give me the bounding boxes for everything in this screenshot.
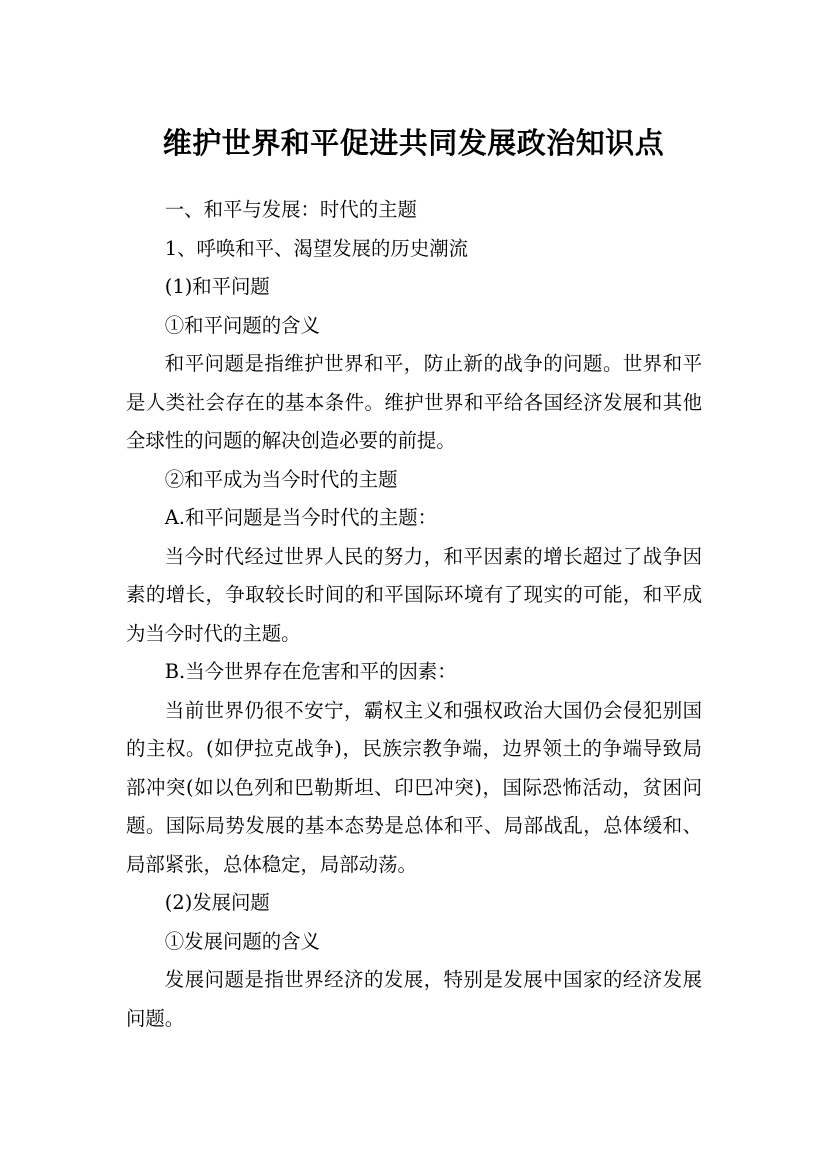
point-heading: ①发展问题的含义 <box>164 929 320 953</box>
document-body <box>126 191 702 1038</box>
section-heading: 一、和平与发展：时代的主题 <box>164 198 417 221</box>
item-heading: (2)发展问题 <box>164 891 270 914</box>
item-heading: (1)和平问题 <box>164 275 270 298</box>
subsection-heading: 1、呼唤和平、渴望发展的历史潮流 <box>164 236 468 260</box>
body-paragraph: 和平问题是指维护世界和平，防止新的战争的问题。世界和平是人类社会存在的基本条件。维护世界和平给各国经济发展和其他全球性的问题的解决创造必要的前提。 <box>126 352 702 452</box>
sub-point-heading: A.和平问题是当今时代的主题： <box>164 506 438 529</box>
body-paragraph: 当今时代经过世界人民的努力，和平因素的增长超过了战争因素的增长，争取较长时间的和平国际环境有了现实的可能，和平成为当今时代的主题。 <box>126 544 702 645</box>
point-heading: ②和平成为当今时代的主题 <box>164 467 398 491</box>
point-heading: ①和平问题的含义 <box>164 313 320 337</box>
sub-point-heading: B.当今世界存在危害和平的因素： <box>164 660 457 683</box>
body-paragraph: 当前世界仍很不安宁，霸权主义和强权政治大国仍会侵犯别国的主权。(如伊拉克战争)，民族宗教争端，边界领土的争端导致局部冲突(如以色列和巴勒斯坦、印巴冲突)，国际恐怖活动，贫困问题。国际局势发展的基本态势是总体和平、局部战乱，总体缓和、局部紧张，总体稳定，局部动荡。 <box>126 698 702 876</box>
body-paragraph: 发展问题是指世界经济的发展，特别是发展中国家的经济发展问题。 <box>126 968 702 1030</box>
document-title: 维护世界和平促进共同发展政治知识点 <box>162 126 665 161</box>
